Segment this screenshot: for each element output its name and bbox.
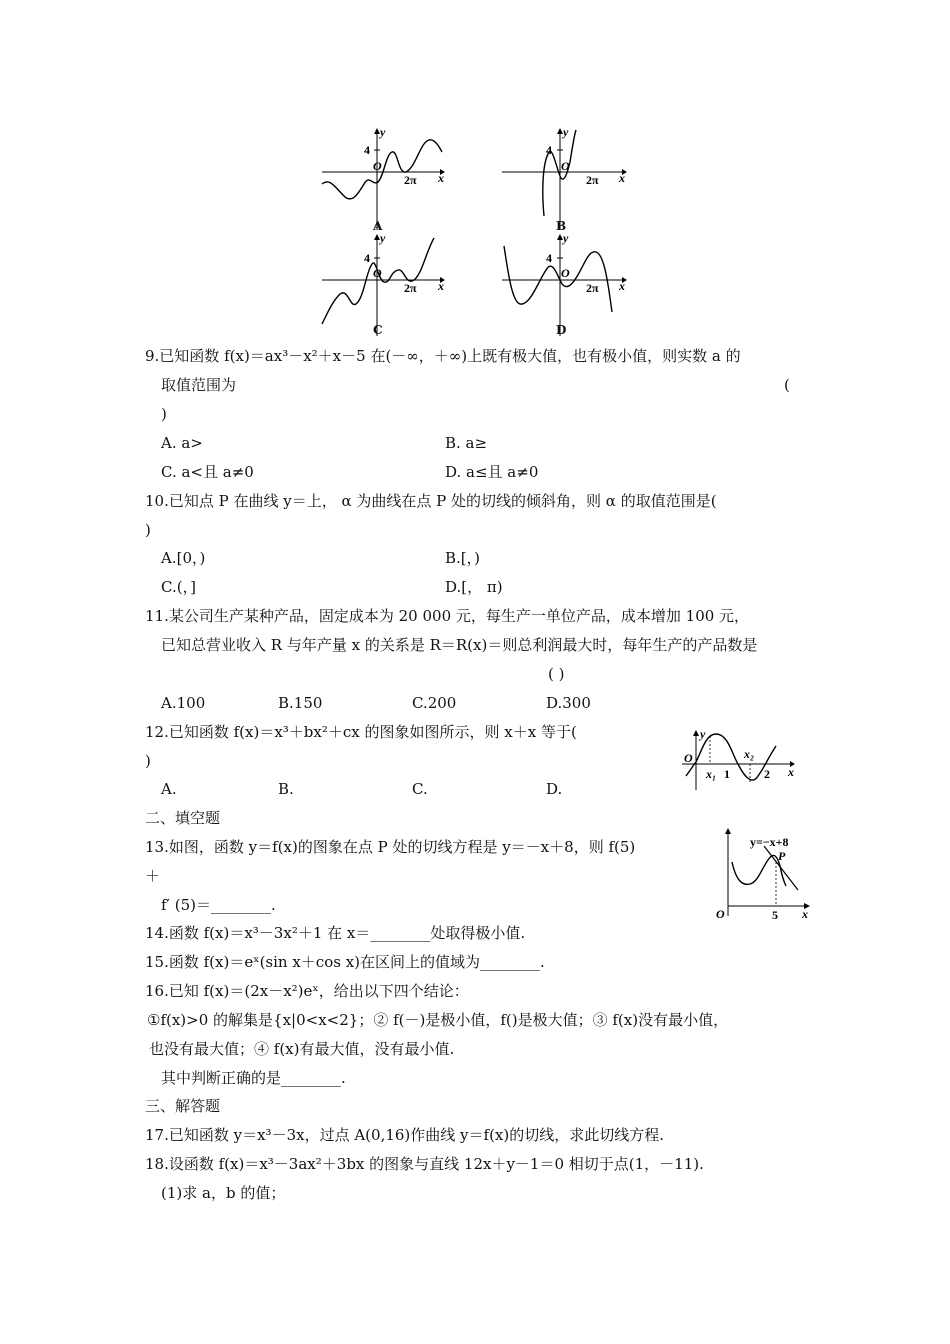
q9-stem-line1: 9.已知函数 f(x)＝ax³－x²＋x－5 在(－∞，＋∞)上既有极大值，也有极小值，则实数 a 的 — [145, 347, 741, 365]
q9-option-a: A. a> — [161, 434, 203, 452]
q18-stem-line1: 18.设函数 f(x)＝x³－3ax²＋3bx 的图象与直线 12x＋y－1＝0 相切于点(1，－11). — [145, 1155, 704, 1173]
graph-d-origin: O — [561, 266, 570, 280]
q9-option-c: C. a<且 a≠0 — [161, 463, 254, 481]
q11-option-c: C.200 — [412, 694, 457, 712]
q16-stem-line2: ①f(x)>0 的解集是{x|0<x<2}；② f(－)是极小值，f()是极大值；③ f(x)没有最小值， — [147, 1011, 729, 1029]
graph-b-tick-y: 4 — [546, 143, 552, 157]
q10-option-b: B.[，) — [445, 549, 480, 567]
graph-a-label: A — [373, 219, 383, 233]
q18-part1: (1)求 a，b 的值； — [161, 1184, 286, 1202]
section-fill-in-heading: 二、填空题 — [145, 809, 221, 827]
graph-c-x-label: x — [438, 279, 444, 293]
q13-graph — [706, 826, 814, 922]
section-solve-heading: 三、解答题 — [145, 1097, 221, 1115]
q12-graph — [676, 728, 800, 794]
graph-option-c — [318, 232, 448, 338]
q12-graph-origin: O — [684, 751, 693, 765]
q11-option-b: B.150 — [278, 694, 323, 712]
q9-option-d: D. a≤且 a≠0 — [445, 463, 539, 481]
q12-graph-two: 2 — [764, 767, 770, 781]
q12-graph-x1: x₁ — [706, 767, 717, 781]
graph-c-label: C — [373, 323, 383, 337]
graph-a-tick-x: 2π — [404, 173, 417, 187]
graph-b-label: B — [556, 219, 567, 233]
q11-option-a: A.100 — [161, 694, 206, 712]
q13-graph-point-p: P — [778, 849, 786, 863]
q16-stem-line4: 其中判断正确的是________. — [161, 1069, 346, 1087]
graph-d-y-label: y — [563, 232, 569, 245]
q9-stem-line2: 取值范围为 — [161, 376, 237, 394]
q14-stem: 14.函数 f(x)＝x³－3x²＋1 在 x＝________处取得极小值. — [145, 924, 526, 942]
q12-option-c: C. — [412, 780, 428, 798]
q13-graph-five: 5 — [772, 908, 778, 922]
q12-graph-x: x — [788, 765, 794, 779]
q13-stem-line2: ＋ — [145, 867, 161, 885]
q16-stem-line3: 也没有最大值；④ f(x)有最大值，没有最小值. — [149, 1040, 455, 1058]
q15-stem: 15.函数 f(x)＝eˣ(sin x＋cos x)在区间上的值域为________. — [145, 953, 545, 971]
q12-option-d: D. — [546, 780, 563, 798]
q16-stem-line1: 16.已知 f(x)＝(2x－x²)eˣ，给出以下四个结论： — [145, 982, 469, 1000]
graph-c-y-label: y — [380, 232, 386, 245]
q10-stem-line2: ) — [145, 521, 151, 539]
q9-option-b: B. a≥ — [445, 434, 488, 452]
graph-a-origin: O — [373, 159, 382, 173]
graph-a-y-label: y — [380, 126, 386, 139]
graph-option-a — [318, 126, 448, 232]
graph-d-tick-y: 4 — [546, 251, 552, 265]
q13-graph-tangent-eq: y=−x+8 — [750, 835, 789, 849]
q13-stem-line3: f′ (5)＝________. — [161, 896, 276, 914]
graph-b-origin: O — [561, 159, 570, 173]
q10-option-c: C.(，] — [161, 578, 196, 596]
q11-option-d: D.300 — [546, 694, 591, 712]
q10-option-d: D.[， π) — [445, 578, 503, 596]
q10-option-a: A.[0，) — [161, 549, 206, 567]
graph-d-label: D — [556, 323, 567, 337]
q12-graph-x2: x₂ — [744, 747, 755, 761]
graph-d-x-label: x — [619, 279, 625, 293]
q12-stem-line1: 12.已知函数 f(x)＝x³＋bx²＋cx 的图象如图所示，则 x＋x 等于( — [145, 723, 577, 741]
q12-graph-y: y — [700, 728, 706, 741]
graph-b-x-label: x — [619, 171, 625, 185]
q12-graph-one: 1 — [724, 767, 730, 781]
q12-option-b: B. — [278, 780, 294, 798]
q13-stem-line1: 13.如图，函数 y＝f(x)的图象在点 P 处的切线方程是 y＝－x＋8，则 f(5) — [145, 838, 636, 856]
q9-paren-open: ( — [784, 376, 790, 394]
q11-answer-paren: ( ) — [548, 665, 565, 683]
q13-graph-origin: O — [716, 907, 725, 921]
graph-b-y-label: y — [563, 126, 569, 139]
q12-option-a: A. — [161, 780, 177, 798]
q11-stem-line2: 已知总营业收入 R 与年产量 x 的关系是 R＝R(x)＝则总利润最大时，每年生产的产品数是 — [161, 636, 758, 654]
graph-c-tick-x: 2π — [404, 281, 417, 295]
q9-paren-close: ) — [161, 405, 167, 423]
q11-stem-line1: 11.某公司生产某种产品，固定成本为 20 000 元，每生产一单位产品，成本增加 100 元， — [145, 607, 750, 625]
q12-stem-line2: ) — [145, 752, 151, 770]
graph-c-origin: O — [373, 266, 382, 280]
q17-stem: 17.已知函数 y＝x³－3x，过点 A(0,16)作曲线 y＝f(x)的切线，求此切线方程. — [145, 1126, 665, 1144]
graph-d-tick-x: 2π — [586, 281, 599, 295]
graph-a-x-label: x — [438, 171, 444, 185]
q13-graph-x: x — [802, 907, 808, 921]
graph-c-tick-y: 4 — [364, 251, 370, 265]
q10-stem-line1: 10.已知点 P 在曲线 y＝上， α 为曲线在点 P 处的切线的倾斜角，则 α 的取值范围是( — [145, 492, 717, 510]
graph-b-tick-x: 2π — [586, 173, 599, 187]
graph-a-tick-y: 4 — [364, 143, 370, 157]
